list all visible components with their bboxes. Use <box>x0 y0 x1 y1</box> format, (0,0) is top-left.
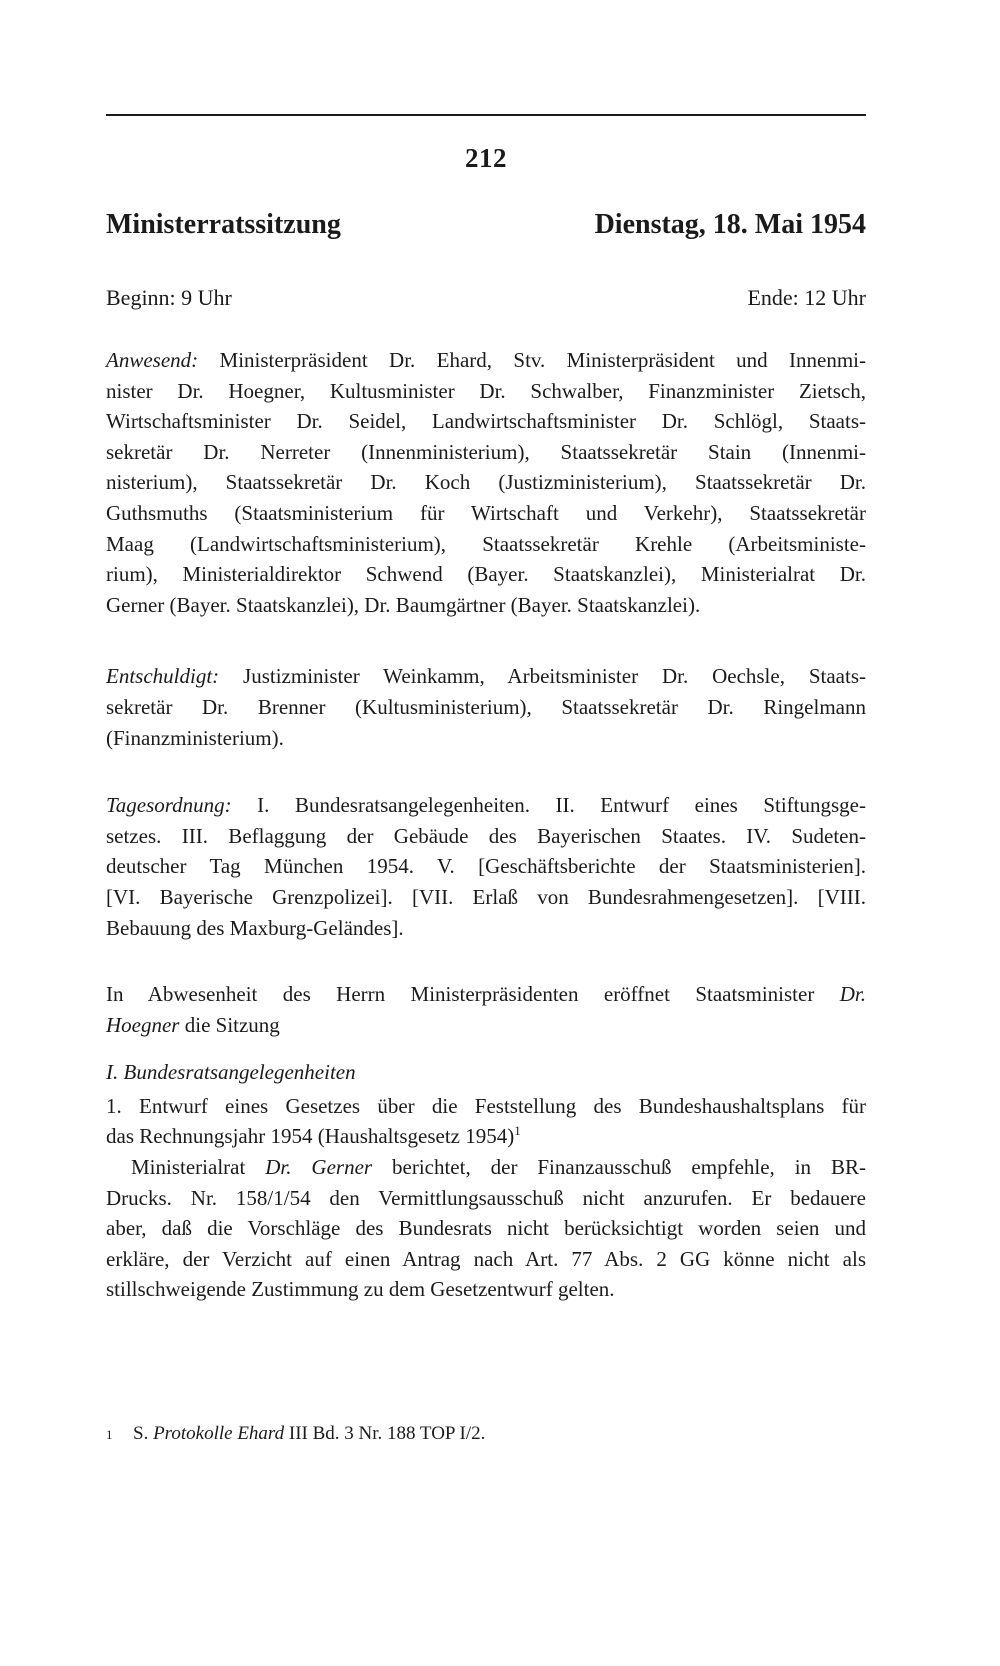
text-line <box>106 979 866 1010</box>
session-header <box>106 208 866 242</box>
text-line: aber, daß die Vorschläge des Bundesrats nicht berücksichtigt worden seien und <box>106 1216 866 1241</box>
opening-paragraph <box>106 979 866 1040</box>
header-rule <box>106 114 866 116</box>
text-run: Ministerpräsident Dr. Ehard, Stv. Ministerpräsident und Innenmi- <box>198 348 866 372</box>
text-line: (Finanzministerium). <box>106 725 284 750</box>
text-line: nisterium), Staatssekretär Dr. Koch (Justizministerium), Staatssekretär Dr. <box>106 470 866 495</box>
section-heading: I. Bundesratsangelegenheiten <box>106 1060 356 1085</box>
text-run: III Bd. 3 Nr. 188 TOP I/2. <box>284 1423 486 1444</box>
text-run: die Sitzung <box>179 1012 280 1037</box>
text-line: Guthsmuths (Staatsministerium für Wirtschaft und Verkehr), Staatssekretär <box>106 500 866 525</box>
text-line: rium), Ministerialdirektor Schwend (Bayer. Staatskanzlei), Ministerialrat Dr. <box>106 562 866 587</box>
text-line <box>106 790 866 821</box>
agenda-label: Tagesordnung: <box>106 793 232 818</box>
attendees-label: Anwesend: <box>106 348 199 372</box>
agenda-item-1-title <box>106 1091 866 1152</box>
text-line: Bebauung des Maxburg-Geländes]. <box>106 915 404 940</box>
text-line: Maag (Landwirtschaftsministerium), Staatssekretär Krehle (Arbeitsministe- <box>106 531 866 556</box>
excused-paragraph <box>106 661 866 753</box>
text-line <box>106 345 866 376</box>
text-line: [VI. Bayerische Grenzpolizei]. [VII. Erlaß von Bundesrahmengesetzen]. [VIII. <box>106 884 866 909</box>
session-times <box>106 284 866 312</box>
text-run: Ministerialrat <box>131 1155 266 1180</box>
text-run-italic: Protokolle Ehard <box>153 1423 285 1444</box>
text-run-italic: Dr. Gerner <box>265 1155 373 1180</box>
text-run-italic: Dr. <box>839 982 866 1007</box>
text-run-italic: Hoegner <box>106 1012 180 1037</box>
footnote-marker: 1 <box>106 1427 113 1442</box>
session-date: Dienstag, 18. Mai 1954 <box>594 209 866 240</box>
attendees-paragraph <box>106 345 866 620</box>
text-line <box>106 1152 866 1183</box>
footnote-reference: 1 <box>514 1123 521 1139</box>
session-end: Ende: 12 Uhr <box>747 285 866 310</box>
text-line: nister Dr. Hoegner, Kultusminister Dr. Schwalber, Finanzminister Zietsch, <box>106 378 866 403</box>
text-line <box>106 1010 866 1041</box>
text-line: Gerner (Bayer. Staatskanzlei), Dr. Baumgärtner (Bayer. Staatskanzlei). <box>106 592 701 617</box>
text-run: Justizminister Weinkamm, Arbeitsminister Dr. Oechsle, Staats- <box>219 664 866 689</box>
text-line: erkläre, der Verzicht auf einen Antrag nach Art. 77 Abs. 2 GG könne nicht als <box>106 1246 866 1271</box>
text-line <box>106 1121 866 1152</box>
text-line: 1. Entwurf eines Gesetzes über die Feststellung des Bundeshaushaltsplans für <box>106 1093 866 1118</box>
text-line: stillschweigende Zustimmung zu dem Gesetzentwurf gelten. <box>106 1277 615 1302</box>
text-line <box>106 661 866 692</box>
text-line: setzes. III. Beflaggung der Gebäude des Bayerischen Staates. IV. Sudeten- <box>106 823 866 848</box>
report-paragraph <box>106 1152 866 1305</box>
text-column <box>106 0 866 1305</box>
text-line: Wirtschaftsminister Dr. Seidel, Landwirtschaftsminister Dr. Schlögl, Staats- <box>106 409 866 434</box>
session-begin: Beginn: 9 Uhr <box>106 285 232 310</box>
session-title: Ministerratssitzung <box>106 209 341 240</box>
footnote-text <box>133 1422 866 1447</box>
excused-label: Entschuldigt: <box>106 664 220 689</box>
text-run: S. <box>133 1423 154 1444</box>
text-run: In Abwesenheit des Herrn Ministerpräsidenten eröffnet Staatsminister <box>106 982 840 1007</box>
agenda-paragraph <box>106 790 866 943</box>
footnote <box>106 1422 866 1447</box>
text-line: deutscher Tag München 1954. V. [Geschäftsberichte der Staatsministerien]. <box>106 854 866 879</box>
text-line: Drucks. Nr. 158/1/54 den Vermittlungsausschuß nicht anzurufen. Er bedauere <box>106 1185 866 1210</box>
text-run: das Rechnungsjahr 1954 (Haushaltsgesetz 1954) <box>106 1124 515 1149</box>
text-run: I. Bundesratsangelegenheiten. II. Entwurf eines Stiftungsge- <box>231 793 866 818</box>
text-line: sekretär Dr. Nerreter (Innenministerium), Staatssekretär Stain (Innenmi- <box>106 439 866 464</box>
text-line: sekretär Dr. Brenner (Kultusministerium), Staatssekretär Dr. Ringelmann <box>106 694 866 719</box>
page-number: 212 <box>465 143 507 173</box>
text-run: berichtet, der Finanzausschuß empfehle, in BR- <box>372 1155 866 1180</box>
